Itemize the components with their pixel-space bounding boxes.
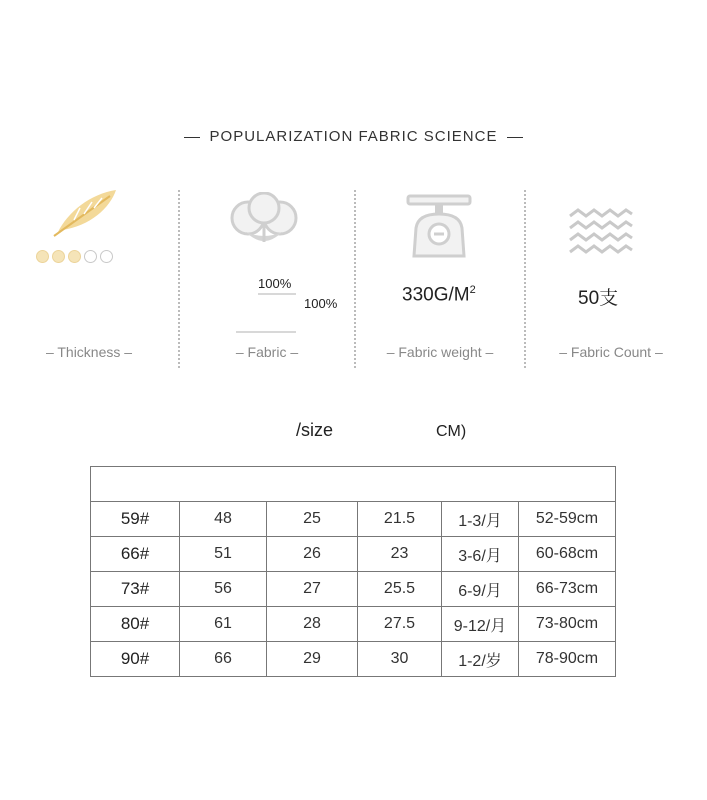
age-cell: 9-12/月 [442, 607, 519, 642]
feather-icon [50, 186, 122, 238]
fabric-weight-superscript: 2 [469, 284, 476, 296]
column-separator [178, 190, 180, 368]
fabric-count-value: 50支 [578, 288, 619, 309]
rating-dot-filled [36, 250, 49, 263]
fabric-text-fragment [258, 293, 296, 295]
table-header-cell [180, 467, 267, 502]
table-cell: 66 [180, 642, 267, 677]
column-separator [354, 190, 356, 368]
table-header-cell [358, 467, 442, 502]
size-heading-left: /size [296, 420, 334, 440]
rating-dot-filled [68, 250, 81, 263]
table-row [91, 537, 616, 572]
table-cell: 23 [358, 537, 442, 572]
fabric-count-label: – Fabric Count – [559, 344, 663, 360]
fabric-label: – Fabric – [235, 344, 299, 360]
section-title-text: POPULARIZATION FABRIC SCIENCE [209, 128, 498, 145]
thickness-label: – Thickness – [45, 344, 133, 360]
height-cell: 52-59cm [519, 502, 616, 537]
section-title [0, 128, 707, 145]
rating-dot-empty [100, 250, 113, 263]
table-header-cell [267, 467, 358, 502]
table-row [91, 642, 616, 677]
size-cell: 66# [91, 537, 180, 572]
table-cell: 30 [358, 642, 442, 677]
age-cell: 1-2/岁 [442, 642, 519, 677]
title-dash-right [507, 137, 523, 138]
fabric-value-a: 100% [258, 276, 292, 291]
table-cell: 29 [267, 642, 358, 677]
table-cell: 56 [180, 572, 267, 607]
column-separator [524, 190, 526, 368]
rating-dot-empty [84, 250, 97, 263]
age-cell: 1-3/月 [442, 502, 519, 537]
table-header-cell [519, 467, 616, 502]
scale-icon [404, 192, 474, 260]
size-cell: 80# [91, 607, 180, 642]
fabric-weight-number: 330G/M [402, 284, 470, 306]
table-cell: 25.5 [358, 572, 442, 607]
size-heading-right: CM) [436, 423, 467, 440]
size-cell: 73# [91, 572, 180, 607]
table-cell: 48 [180, 502, 267, 537]
weave-icon [568, 208, 634, 260]
rating-dot-filled [52, 250, 65, 263]
table-row [91, 572, 616, 607]
fabric-value-b: 100% [304, 296, 338, 311]
table-cell: 61 [180, 607, 267, 642]
fabric-text-fragment [236, 331, 296, 333]
table-header-cell [91, 467, 180, 502]
table-row [91, 607, 616, 642]
age-cell: 3-6/月 [442, 537, 519, 572]
size-cell: 59# [91, 502, 180, 537]
height-cell: 78-90cm [519, 642, 616, 677]
size-table [90, 466, 616, 677]
table-header-cell [442, 467, 519, 502]
table-cell: 27.5 [358, 607, 442, 642]
height-cell: 60-68cm [519, 537, 616, 572]
height-cell: 66-73cm [519, 572, 616, 607]
size-cell: 90# [91, 642, 180, 677]
fabric-weight-value [402, 284, 476, 306]
table-header-row [91, 467, 616, 502]
table-cell: 51 [180, 537, 267, 572]
table-cell: 25 [267, 502, 358, 537]
table-cell: 26 [267, 537, 358, 572]
cotton-icon [224, 192, 304, 250]
table-cell: 28 [267, 607, 358, 642]
fabric-weight-label: – Fabric weight – [386, 344, 494, 360]
table-row [91, 502, 616, 537]
age-cell: 6-9/月 [442, 572, 519, 607]
title-dash-left [184, 137, 200, 138]
height-cell: 73-80cm [519, 607, 616, 642]
table-cell: 27 [267, 572, 358, 607]
table-cell: 21.5 [358, 502, 442, 537]
thickness-rating [36, 250, 113, 263]
